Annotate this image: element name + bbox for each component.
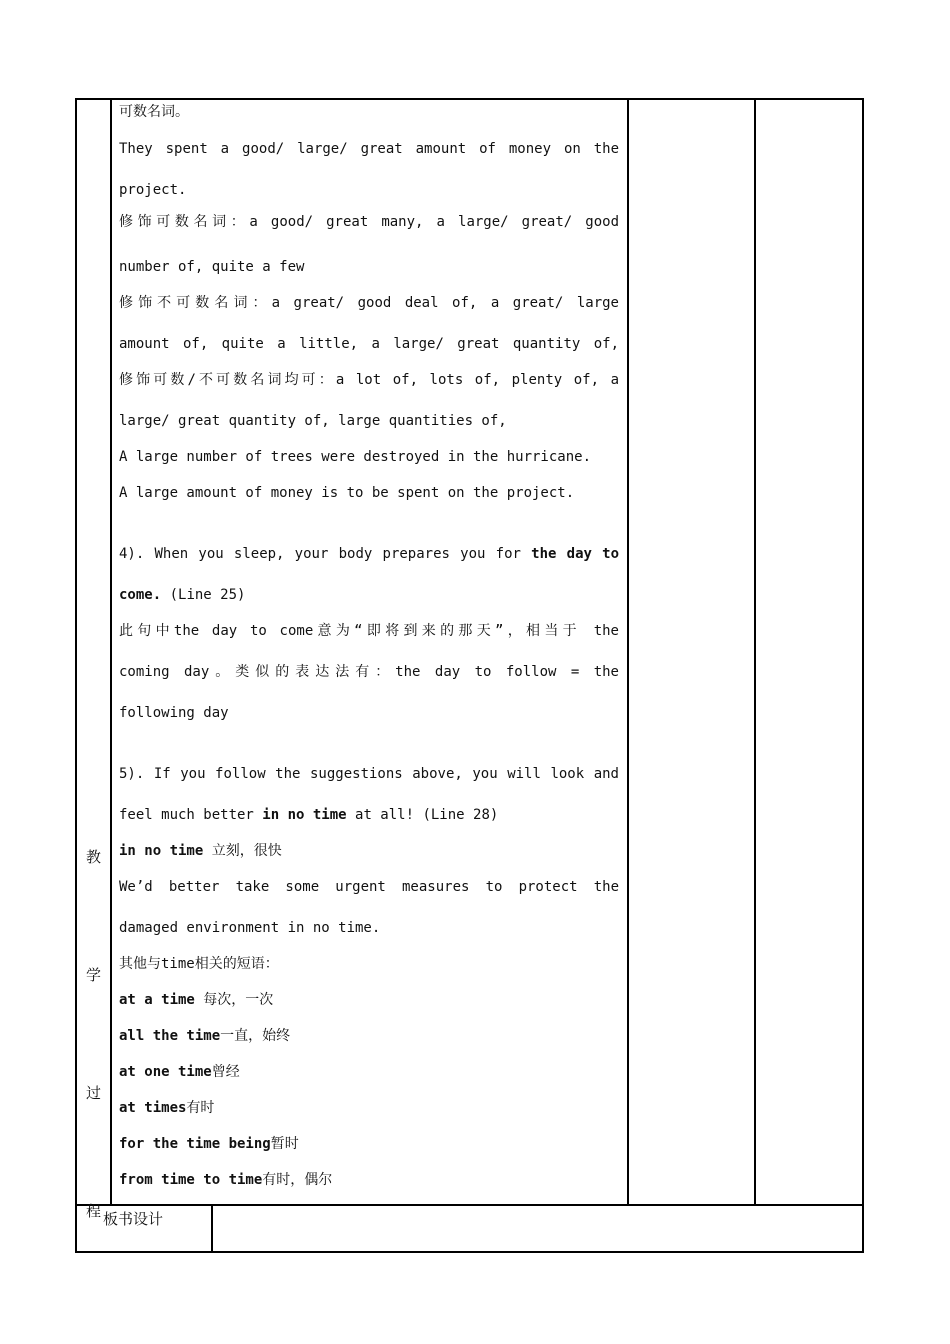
bold-phrase: at a time <box>119 992 195 1008</box>
text-span: 有时，偶尔 <box>262 1172 333 1188</box>
table-left-border <box>75 98 77 1253</box>
bold-phrase: at one time <box>119 1064 212 1080</box>
text-span: at all! (Line 28) <box>346 807 499 823</box>
text-line <box>119 544 619 564</box>
bold-phrase: in no time <box>262 807 347 823</box>
side-label-char-1: 教 <box>86 848 102 866</box>
text-line <box>119 1170 619 1190</box>
text-line: 修饰不可数名词：a great/ good deal of, a great/ large <box>119 295 619 311</box>
text-line: 5). If you follow the suggestions above, you will look and <box>119 766 619 782</box>
footer-row-border <box>75 1204 864 1206</box>
text-line: A large amount of money is to be spent on the project. <box>119 485 575 501</box>
side-label-char-2: 学 <box>86 966 102 984</box>
text-line: project. <box>119 182 187 198</box>
text-line: A large number of trees were destroyed in the hurricane. <box>119 449 592 465</box>
text-line: coming day。类似的表达法有：the day to follow = the <box>119 664 619 680</box>
text-line <box>119 1026 619 1046</box>
text-span: 暂时 <box>270 1136 299 1152</box>
text-line <box>119 841 619 861</box>
bold-phrase: from time to time <box>119 1172 263 1188</box>
text-span: feel much better <box>119 807 263 823</box>
text-line: following day <box>119 705 229 721</box>
text-span: (Line 25) <box>161 587 246 603</box>
text-line: We’d better take some urgent measures to protect the <box>119 879 619 895</box>
footer-label-border <box>211 1204 213 1253</box>
text-span: 有时 <box>186 1100 215 1116</box>
text-span: 4). When you sleep, your body prepares you for <box>119 546 532 562</box>
text-line: damaged environment in no time. <box>119 920 381 936</box>
text-span: 曾经 <box>211 1064 240 1080</box>
text-line: 修饰可数名词：a good/ great many, a large/ great/ good <box>119 214 619 230</box>
text-line <box>119 1134 619 1154</box>
text-span: 一直，始终 <box>220 1028 291 1044</box>
text-span: 立刻，很快 <box>203 843 282 859</box>
third-column-border <box>754 98 756 1205</box>
text-line: amount of, quite a little, a large/ great quantity of, <box>119 336 619 352</box>
board-design-label: 板书设计 <box>103 1210 164 1228</box>
table-top-border <box>75 98 864 100</box>
text-line: large/ great quantity of, large quantities of, <box>119 413 507 429</box>
text-line <box>119 585 619 605</box>
bold-phrase: at times <box>119 1100 187 1116</box>
bold-phrase: all the time <box>119 1028 221 1044</box>
text-line: 可数名词。 <box>119 104 189 120</box>
bold-phrase: come. <box>119 587 162 603</box>
text-line <box>119 990 619 1010</box>
content-column-border <box>627 98 629 1205</box>
bold-phrase: the day to <box>531 546 619 562</box>
text-line: number of, quite a few <box>119 259 305 275</box>
table-right-border <box>862 98 864 1253</box>
side-label-char-3: 过 <box>86 1084 102 1102</box>
text-line: 此句中the day to come意为“即将到来的那天”，相当于 the <box>119 623 619 639</box>
side-label-char-4: 程 <box>86 1202 102 1220</box>
table-bottom-border <box>75 1251 864 1253</box>
text-line <box>119 805 619 825</box>
bold-phrase: in no time <box>119 843 204 859</box>
text-line: 其他与time相关的短语： <box>119 956 279 972</box>
text-span: 每次，一次 <box>194 992 274 1008</box>
text-line: 修饰可数/不可数名词均可：a lot of, lots of, plenty of, a <box>119 372 619 388</box>
text-line <box>119 1098 619 1118</box>
text-line: They spent a good/ large/ great amount of money on the <box>119 141 619 157</box>
text-line <box>119 1062 619 1082</box>
bold-phrase: for the time being <box>119 1136 271 1152</box>
side-column-border <box>110 98 112 1205</box>
